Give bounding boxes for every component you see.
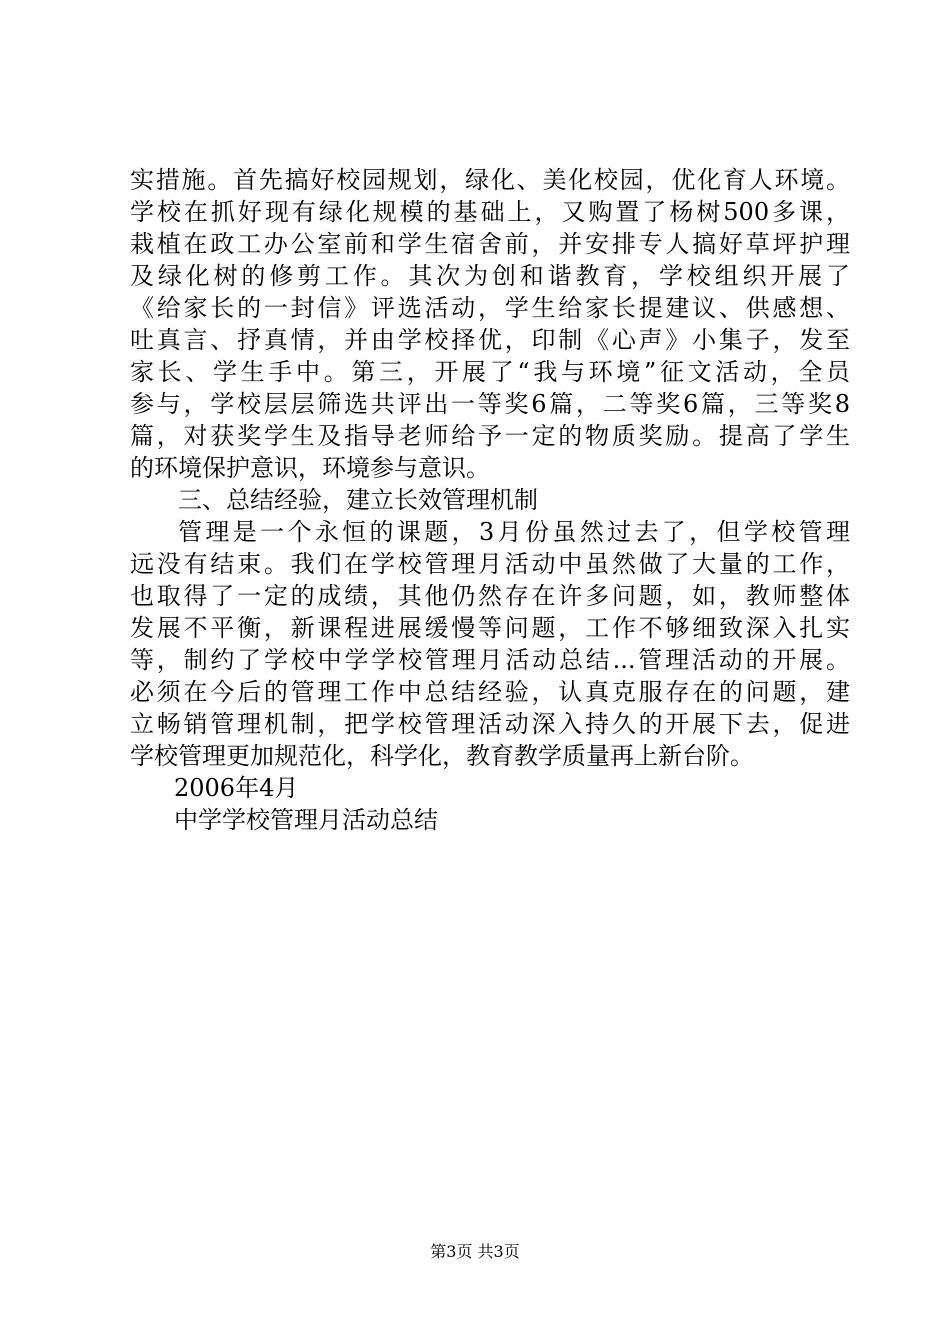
text-line: 学校管理更加规范化，科学化，教育教学质量再上新台阶。	[130, 742, 754, 770]
text-line: 也取得了一定的成绩，其他仍然存在许多问题，如，教师整体	[130, 582, 850, 610]
text-line: 参与，学校层层筛选共评出一等奖6篇，二等奖6篇，三等奖8	[130, 390, 850, 418]
text-line: 家长、学生手中。第三，开展了“我与环境”征文活动，全员	[130, 358, 850, 386]
text-line: 及绿化树的修剪工作。其次为创和谐教育，学校组织开展了	[130, 262, 850, 290]
text-line: 管理是一个永恒的课题，3月份虽然过去了，但学校管理	[178, 518, 850, 546]
date-line: 2006年4月	[174, 774, 299, 802]
section-heading: 三、总结经验，建立长效管理机制	[178, 486, 538, 514]
text-line: 等，制约了学校中学学校管理月活动总结...管理活动的开展。	[130, 646, 850, 674]
document-title-line: 中学学校管理月活动总结	[174, 806, 438, 834]
text-line: 实措施。首先搞好校园规划，绿化、美化校园，优化育人环境。	[130, 166, 850, 194]
text-line: 学校在抓好现有绿化规模的基础上，又购置了杨树500多课，	[130, 198, 850, 226]
text-line: 发展不平衡，新课程进展缓慢等问题，工作不够细致深入扎实	[130, 614, 850, 642]
text-line: 立畅销管理机制，把学校管理活动深入持久的开展下去，促进	[130, 710, 850, 738]
text-line: 的环境保护意识，环境参与意识。	[130, 454, 490, 482]
document-body	[130, 164, 850, 836]
text-line: 篇，对获奖学生及指导老师给予一定的物质奖励。提高了学生	[130, 422, 850, 450]
text-line: 《给家长的一封信》评选活动，学生给家长提建议、供感想、	[130, 294, 850, 322]
text-line: 远没有结束。我们在学校管理月活动中虽然做了大量的工作，	[130, 550, 850, 578]
text-line: 吐真言、抒真情，并由学校择优，印制《心声》小集子，发至	[130, 326, 850, 354]
text-line: 栽植在政工办公室前和学生宿舍前，并安排专人搞好草坪护理	[130, 230, 850, 258]
page-footer: 第3页 共3页	[430, 1242, 520, 1261]
text-line: 必须在今后的管理工作中总结经验，认真克服存在的问题，建	[130, 678, 850, 706]
